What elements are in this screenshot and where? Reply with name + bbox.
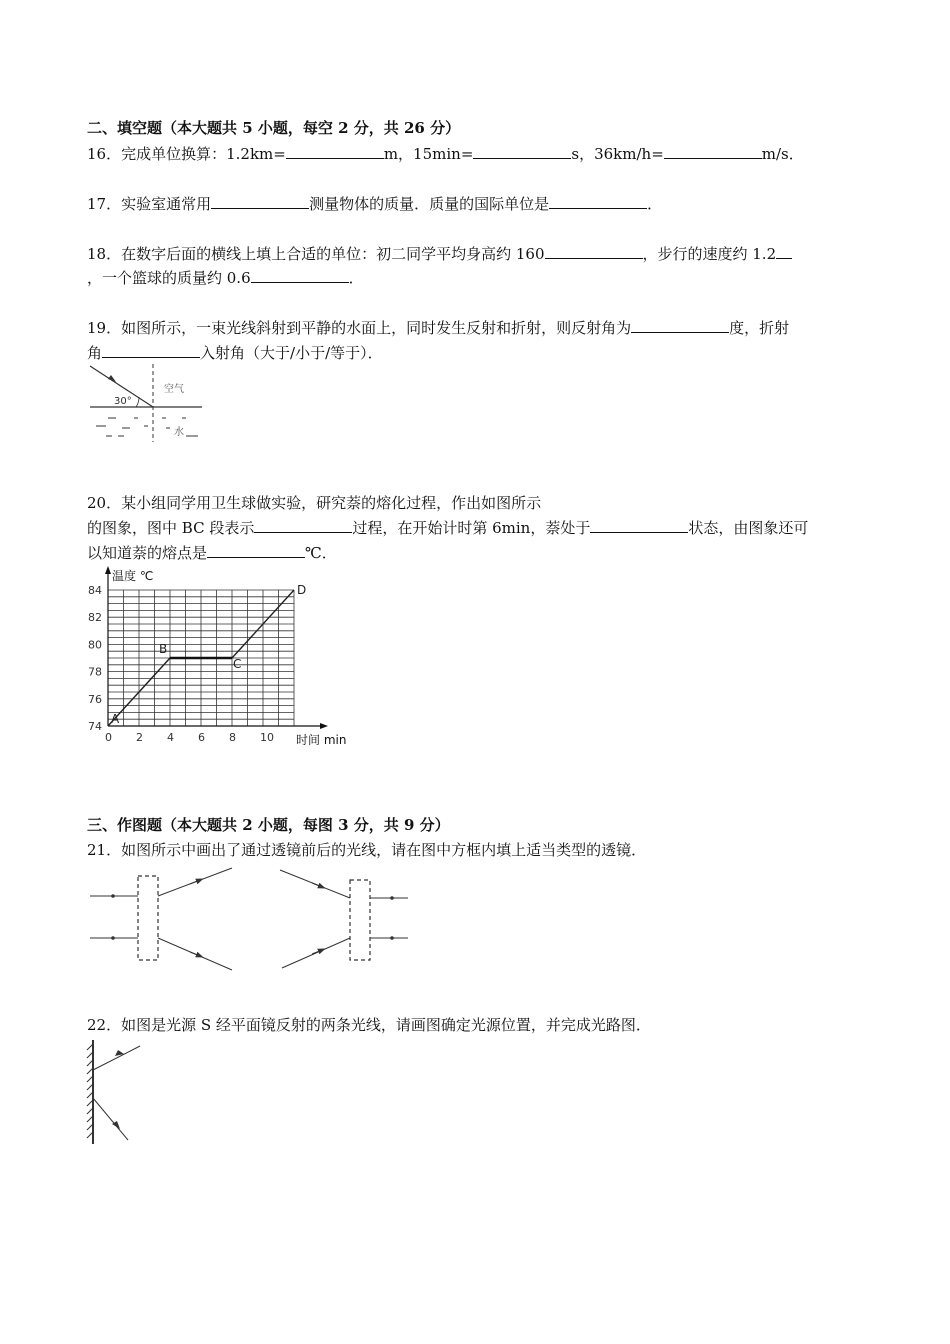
- question-22: 22．如图是光源 S 经平面镜反射的两条光线，请画图确定光源位置，并完成光路图．: [87, 1016, 651, 1034]
- refraction-figure: [86, 362, 206, 444]
- y-tick-label: 82: [88, 611, 102, 625]
- answer-blank[interactable]: [251, 268, 349, 283]
- ray-dot-icon: [111, 936, 115, 940]
- point-label: A: [111, 712, 120, 726]
- answer-blank[interactable]: [207, 543, 305, 558]
- x-axis-arrow-icon: [320, 723, 328, 729]
- y-axis-arrow-icon: [105, 566, 111, 574]
- answer-blank[interactable]: [473, 144, 571, 159]
- x-tick-label: 4: [167, 731, 174, 744]
- y-tick-label: 78: [88, 665, 102, 679]
- air-label: 空气: [164, 384, 184, 395]
- answer-blank[interactable]: [549, 194, 647, 209]
- ray-dot-icon: [390, 936, 394, 940]
- y-tick-label: 80: [88, 638, 102, 652]
- angle-arc: [136, 397, 139, 407]
- question-19-line2: 角 入射角（大于/小于/等于）．: [87, 344, 383, 362]
- answer-blank[interactable]: [664, 144, 762, 159]
- answer-blank[interactable]: [102, 343, 200, 358]
- section3-heading: 三、作图题（本大题共 2 小题，每图 3 分，共 9 分）: [87, 816, 450, 834]
- point-label: C: [233, 657, 242, 671]
- ray-arrow-icon: [190, 952, 200, 956]
- x-tick-label: 8: [229, 731, 236, 744]
- right-lens-box[interactable]: [350, 880, 370, 960]
- question-17: 17．实验室通常用 测量物体的质量．质量的国际单位是 ．: [87, 195, 663, 213]
- question-16: 16．完成单位换算：1.2km= m，15min= s，36km/h= m/s．: [87, 145, 804, 163]
- answer-blank[interactable]: [286, 144, 384, 159]
- answer-blank[interactable]: [211, 194, 309, 209]
- y-axis-title: 温度 ℃: [112, 569, 154, 583]
- x-tick-label: 10: [260, 731, 274, 744]
- answer-blank[interactable]: [776, 244, 792, 259]
- answer-blank[interactable]: [254, 518, 352, 533]
- x-tick-label: 2: [136, 731, 143, 744]
- question-21: 21．如图所示中画出了通过透镜前后的光线，请在图中方框内填上适当类型的透镜．: [87, 841, 647, 859]
- y-tick-label: 84: [88, 584, 102, 597]
- right-incoming-ray-bottom: [282, 938, 350, 968]
- melting-chart: [86, 566, 358, 748]
- point-label: B: [159, 642, 168, 656]
- question-18-line2: ，一个篮球的质量约 0.6 ．: [87, 269, 364, 287]
- ray-arrow-icon: [190, 880, 200, 884]
- angle-label: 30°: [114, 396, 132, 407]
- x-axis-title: 时间 min: [296, 733, 347, 747]
- ray-arrow-icon: [312, 883, 322, 887]
- ray-dot-icon: [111, 894, 115, 898]
- question-20-line3: 以知道萘的熔点是 ℃．: [87, 544, 337, 562]
- answer-blank[interactable]: [631, 318, 729, 333]
- point-label: D: [297, 583, 307, 597]
- y-tick-label: 74: [88, 720, 102, 733]
- question-20-line2: 的图象，图中 BC 段表示 过程，在开始计时第 6min，萘处于 状态，由图象还可: [87, 519, 809, 537]
- question-18-line1: 18．在数字后面的横线上填上合适的单位：初二同学平均身高约 160 ，步行的速度约 1.2: [87, 244, 792, 264]
- reflected-ray-bottom: [93, 1098, 128, 1140]
- y-tick-label: 76: [88, 692, 102, 706]
- answer-blank[interactable]: [590, 518, 688, 533]
- mirror-figure: [84, 1038, 146, 1148]
- ray-arrow-icon: [312, 950, 322, 954]
- answer-blank[interactable]: [545, 244, 643, 259]
- question-19-line1: 19．如图所示，一束光线斜射到平静的水面上，同时发生反射和折射，则反射角为 度，折射: [87, 319, 790, 337]
- reflected-ray-top: [93, 1046, 140, 1070]
- lens-figure: [86, 866, 416, 974]
- x-tick-label: 0: [105, 731, 112, 744]
- left-lens-box[interactable]: [138, 876, 158, 960]
- ray-dot-icon: [390, 896, 394, 900]
- section2-heading: 二、填空题（本大题共 5 小题，每空 2 分，共 26 分）: [87, 119, 461, 137]
- x-tick-label: 6: [198, 731, 205, 744]
- question-20-line1: 20．某小组同学用卫生球做实验，研究萘的熔化过程，作出如图所示: [87, 494, 542, 512]
- water-label: 水: [174, 427, 184, 438]
